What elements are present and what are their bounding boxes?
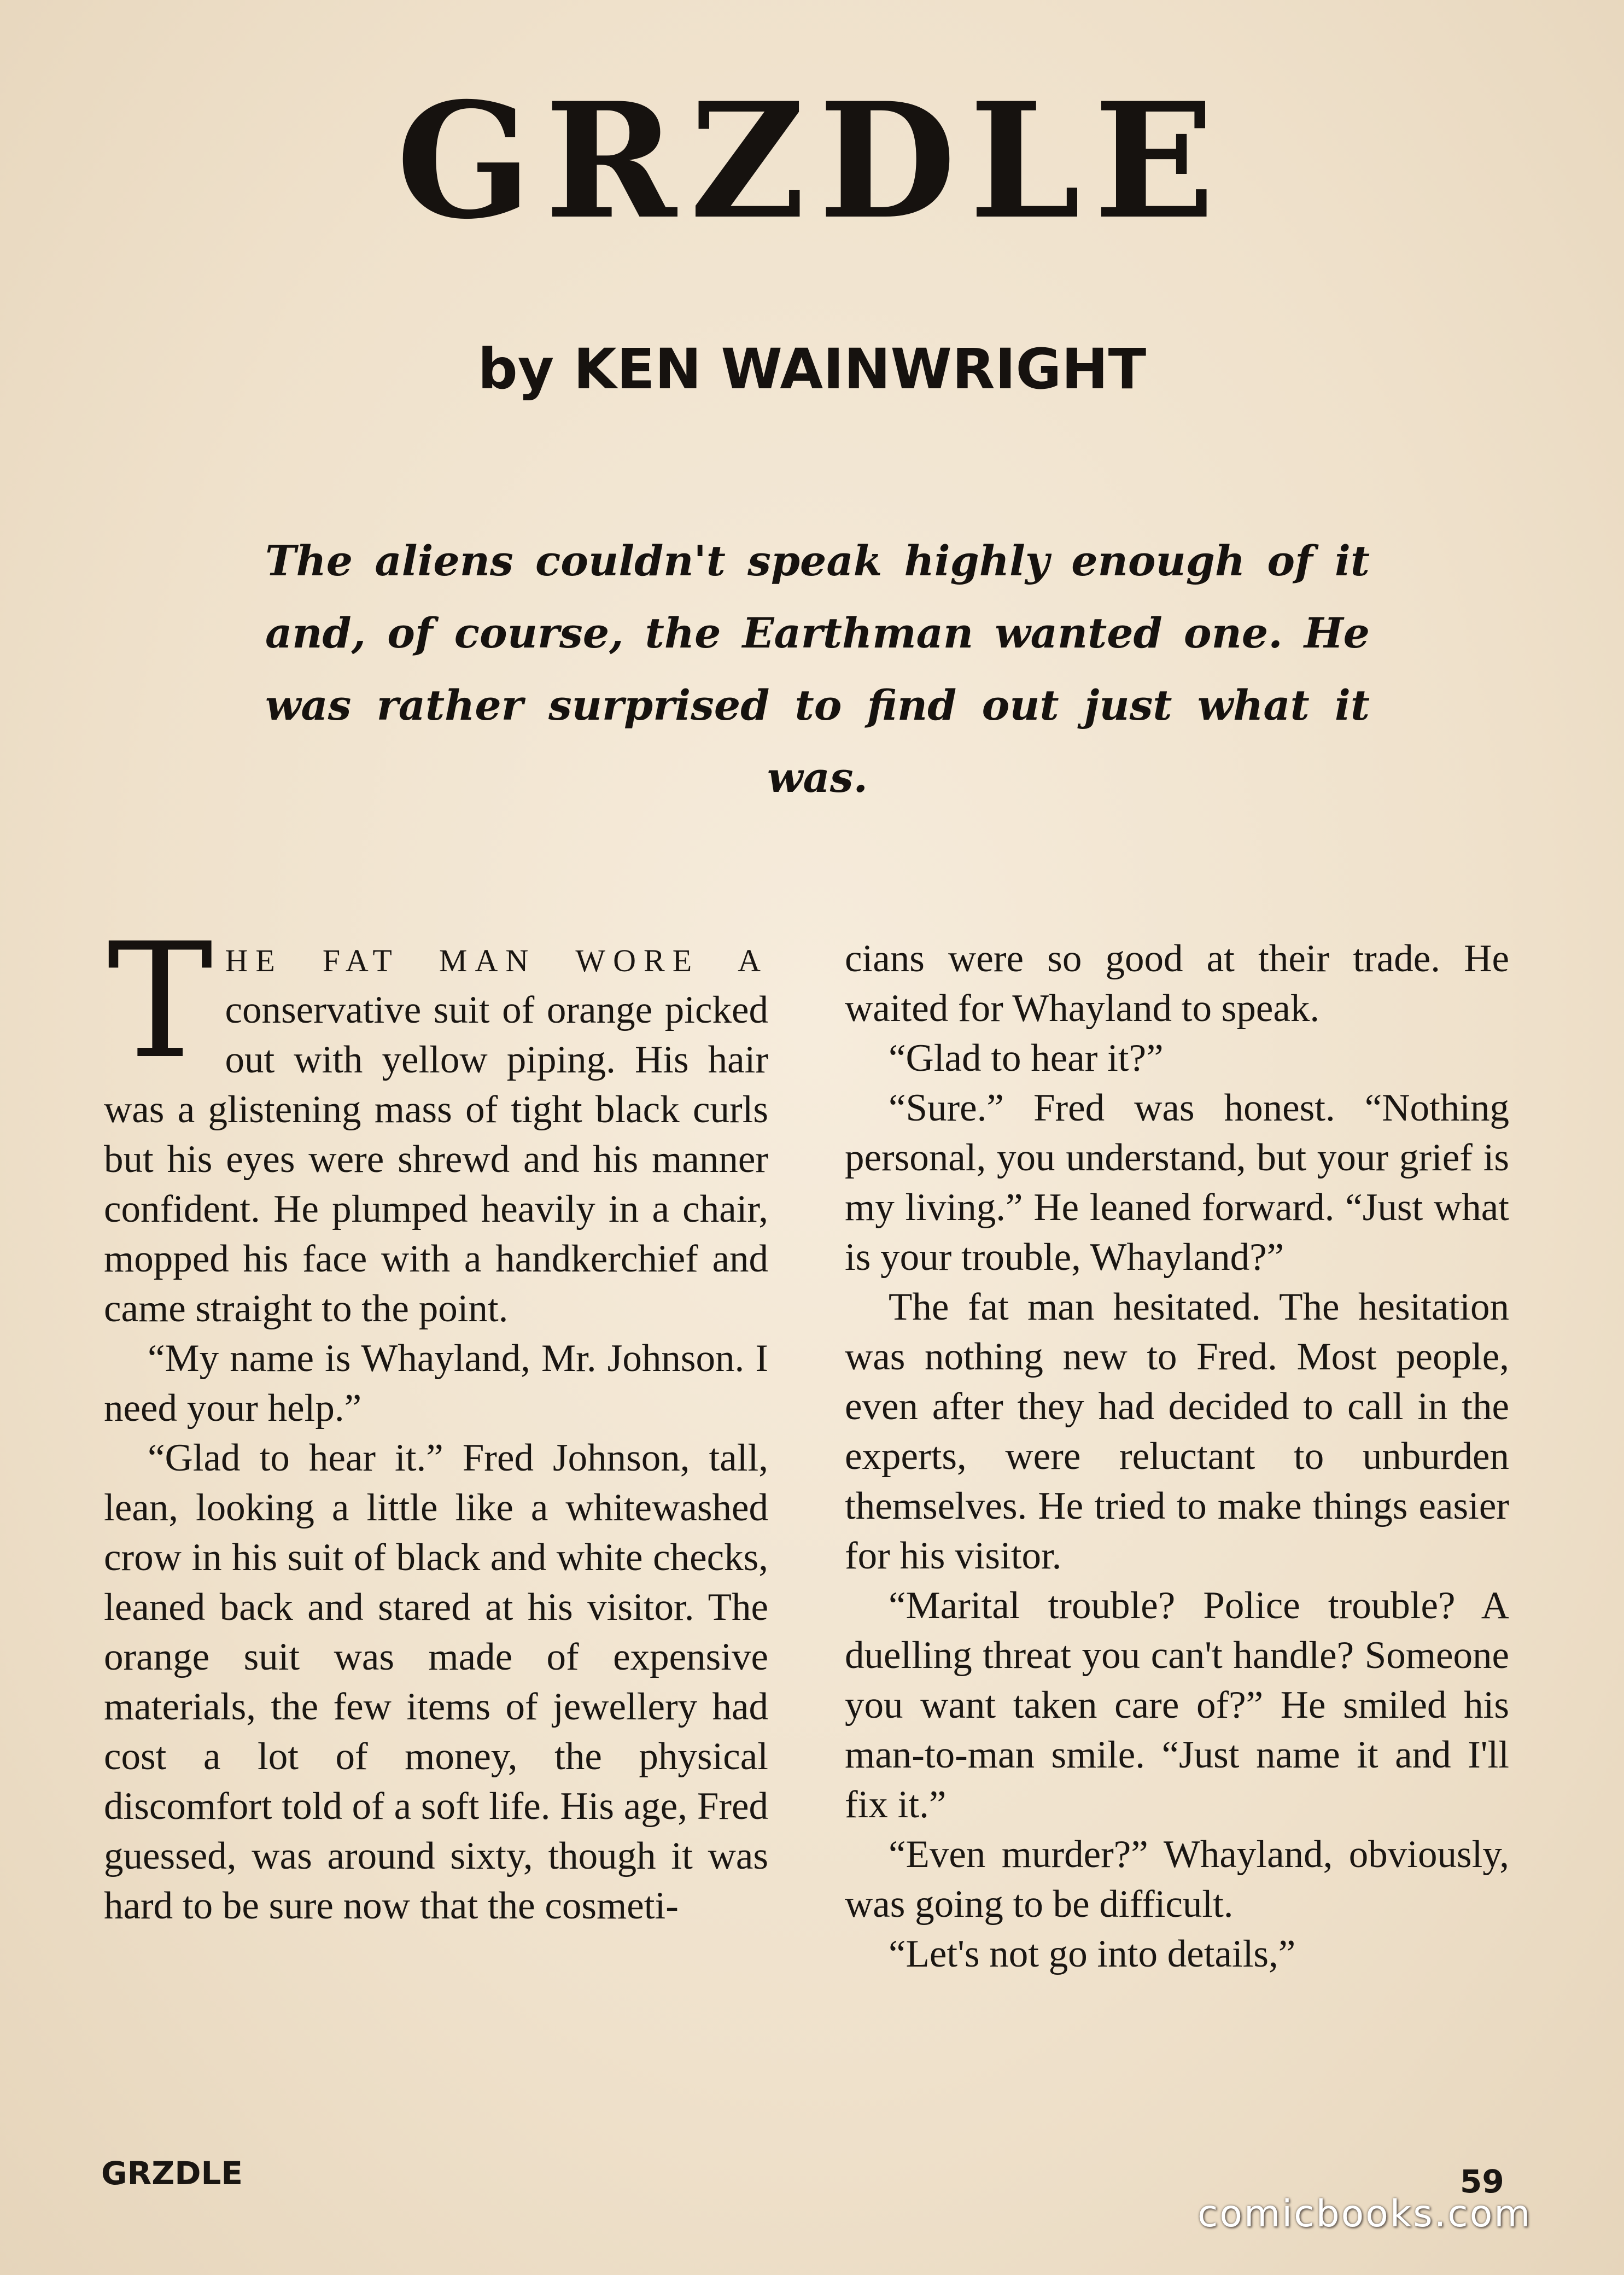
right-column <box>845 934 1509 1979</box>
left-column <box>104 909 768 1931</box>
byline: by KEN WAINWRIGHT <box>477 337 1147 402</box>
paragraph: “Let's not go into details,” <box>889 1933 1296 1975</box>
paragraph: “Glad to hear it?” <box>889 1037 1164 1080</box>
page-number: 59 <box>1460 2163 1504 2200</box>
watermark: comicbooks.com <box>1197 2192 1532 2236</box>
paragraph: “Marital trouble? Police trouble? A duelling threat you can't handle? Someone you want taken care of?” He smiled his man-to-man smile. “Just name it and I'll fix it.” <box>845 1584 1509 1826</box>
paragraph: “Sure.” Fred was honest. “Nothing personal, you understand, but your grief is my living.” He leaned forward. “Just what is your trouble, Whayland?” <box>845 1087 1509 1279</box>
paragraph: “My name is Whayland, Mr. Johnson. I need your help.” <box>104 1337 768 1430</box>
paragraph: The fat man hesitated. The hesitation was nothing new to Fred. Most people, even after they had decided to call in the experts, were reluctant to unburden themselves. He tried to make things easier for his visitor. <box>845 1286 1509 1577</box>
drop-cap: T <box>107 909 213 1094</box>
paragraph: “Glad to hear it.” Fred Johnson, tall, lean, looking a little like a whitewashed crow in his suit of black and white checks, leaned back and stared at his visitor. The orange suit was made of expensive materials, the few items of jewellery had cost a lot of money, the physical discomfort told of a soft life. His age, Fred guessed, was around sixty, though it was hard to be sure now that the cosmeti- <box>104 1437 768 1927</box>
paragraph: “Even murder?” Whayland, obviously, was going to be difficult. <box>845 1833 1509 1926</box>
opening-paragraph <box>104 909 768 1334</box>
running-title: GRZDLE <box>101 2155 243 2192</box>
opening-smallcaps: HE FAT MAN WORE A <box>225 943 768 978</box>
blurb: The aliens couldn't speak highly enough of it and, of course, the Earthman wanted one. He was rather surprised to find out just what it was. <box>265 536 1370 802</box>
article-title: GRZDLE <box>396 68 1228 254</box>
paragraph: cians were so good at their trade. He waited for Whayland to speak. <box>845 937 1509 1030</box>
paragraph-text: conservative suit of orange picked out with yellow piping. His hair was a glistening mass of tight black curls but his eyes were shrewd and his manner confident. He plumped heavily in a chair, mopped his face with a handkerchief and came straight to the point. <box>104 989 768 1330</box>
